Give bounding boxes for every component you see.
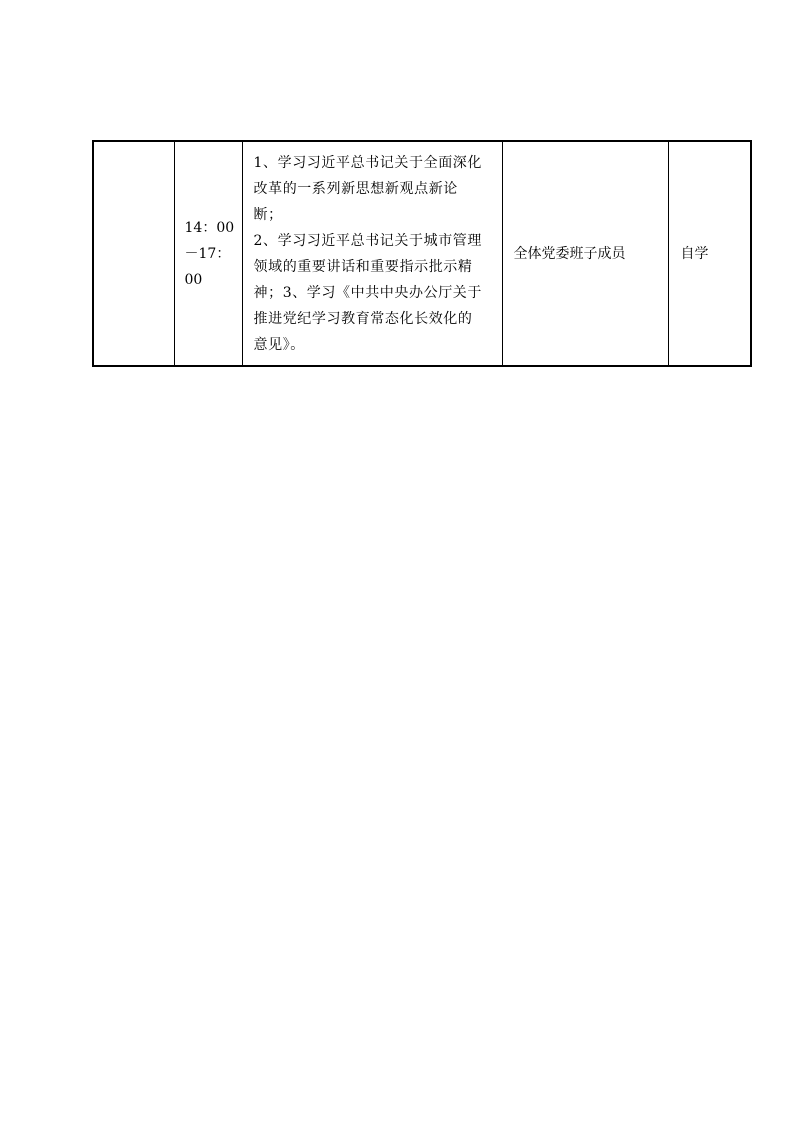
content-line: 断； [253, 207, 283, 223]
time-line: －17： [184, 245, 231, 262]
content-line: 2、学习习近平总书记关于城市管理 [253, 233, 483, 249]
study-method-cell: 自学 [668, 141, 751, 366]
date-cell [93, 141, 174, 366]
content-line: 改革的一系列新思想新观点新论 [253, 181, 458, 197]
participants-cell: 全体党委班子成员 [502, 141, 668, 366]
table-row [93, 141, 751, 366]
time-line: 00 [184, 271, 203, 288]
content-line: 推进党纪学习教育常态化长效化的 [253, 311, 473, 327]
content-line: 领域的重要讲话和重要指示批示精 [253, 259, 473, 275]
content-line: 意见》。 [253, 337, 305, 353]
content-line: 1、学习习近平总书记关于全面深化 [253, 155, 483, 171]
content-line: 神；3、学习《中共中央办公厅关于 [253, 285, 483, 301]
schedule-table [92, 140, 752, 367]
time-cell [174, 141, 242, 366]
study-content-cell [242, 141, 502, 366]
time-line: 14：00 [184, 219, 235, 236]
